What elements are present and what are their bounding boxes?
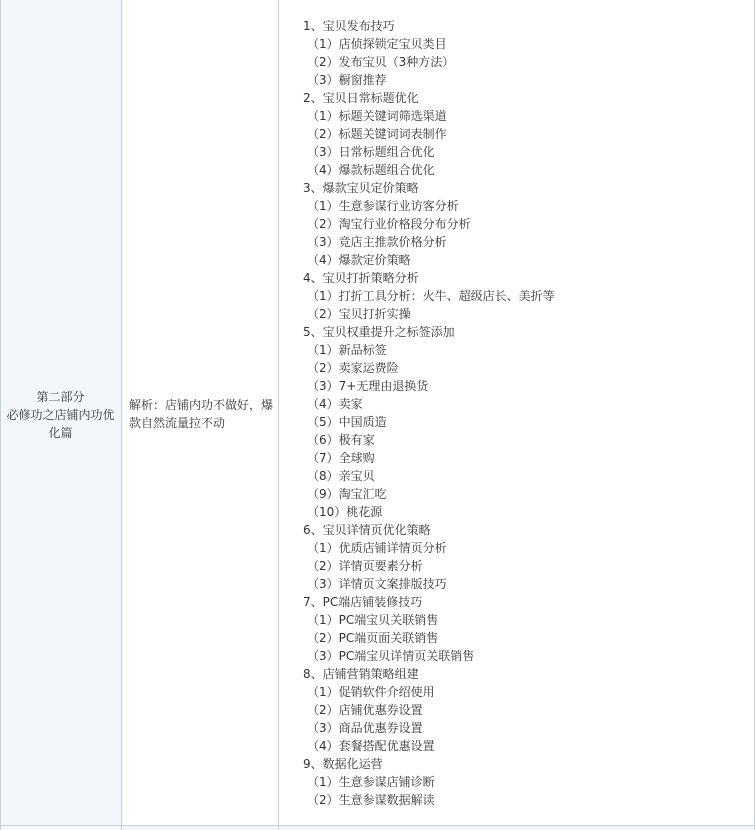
- outline-subitem: （7）全球购: [307, 451, 375, 465]
- outline-subitem: （2）淘宝行业价格段分布分析: [307, 217, 471, 231]
- outline-section: 8、店铺营销策略组建: [303, 667, 419, 681]
- outline-subitem: （6）极有家: [307, 433, 375, 447]
- part-title-line2: 必修功之店铺内功优化篇: [6, 408, 115, 440]
- outline-section: 2、宝贝日常标题优化: [303, 91, 419, 105]
- column-divider-2: [278, 0, 279, 830]
- outline-subitem: （1）促销软件介绍使用: [307, 685, 435, 699]
- outline-subitem: （4）爆款标题组合优化: [307, 163, 435, 177]
- outline-section: 1、宝贝发布技巧: [303, 19, 395, 33]
- outline-subitem: （4）卖家: [307, 397, 363, 411]
- outline-subitem: （2）卖家运费险: [307, 361, 399, 375]
- outline-subitem: （2）发布宝贝（3种方法）: [307, 55, 455, 69]
- outline-subitem: （1）标题关键词筛选渠道: [307, 109, 447, 123]
- row-divider: [0, 825, 755, 826]
- analysis-cell: 解析：店铺内功不做好，爆款自然流量拉不动: [129, 398, 274, 430]
- next-row-strip: [0, 826, 755, 830]
- outline-subitem: （3）详情页文案排版技巧: [307, 577, 447, 591]
- outline-subitem: （1）生意参谋店铺诊断: [307, 775, 435, 789]
- table-border-left: [0, 0, 1, 830]
- outline-section: 4、宝贝打折策略分析: [303, 271, 419, 285]
- outline-subitem: （9）淘宝汇吃: [307, 487, 387, 501]
- outline-subitem: （3）橱窗推荐: [307, 73, 387, 87]
- outline-subitem: （1）新品标签: [307, 343, 387, 357]
- outline-section: 6、宝贝详情页优化策略: [303, 523, 431, 537]
- outline-subitem: （1）打折工具分析：火牛、超级店长、美折等: [307, 289, 555, 303]
- outline-subitem: （1）优质店铺详情页分析: [307, 541, 447, 555]
- outline-section: 5、宝贝权重提升之标签添加: [303, 325, 455, 339]
- outline-subitem: （3）竞店主推款价格分析: [307, 235, 447, 249]
- outline-subitem: （5）中国质造: [307, 415, 387, 429]
- outline-subitem: （2）详情页要素分析: [307, 559, 423, 573]
- outline-subitem: （1）生意参谋行业访客分析: [307, 199, 459, 213]
- outline-subitem: （1）店侦探锁定宝贝类目: [307, 37, 447, 51]
- outline-subitem: （3）商品优惠券设置: [307, 721, 423, 735]
- outline-subitem: （3）7+无理由退换货: [307, 379, 429, 393]
- outline-subitem: （3）PC端宝贝详情页关联销售: [307, 649, 475, 663]
- outline-section: 9、数据化运营: [303, 757, 383, 771]
- part-title-cell: [4, 388, 117, 442]
- outline-subitem: （4）爆款定价策略: [307, 253, 411, 267]
- outline-subitem: （1）PC端宝贝关联销售: [307, 613, 439, 627]
- outline-section: 7、PC端店铺装修技巧: [303, 595, 423, 609]
- outline-subitem: （2）生意参谋数据解读: [307, 793, 435, 807]
- outline-subitem: （8）亲宝贝: [307, 469, 375, 483]
- outline-subitem: （10）桃花源: [307, 505, 383, 519]
- outline-subitem: （2）宝贝打折实操: [307, 307, 411, 321]
- part-title-line1: 第二部分: [36, 390, 85, 404]
- column-divider-1: [121, 0, 122, 830]
- outline-section: 3、爆款宝贝定价策略: [303, 181, 419, 195]
- outline-subitem: （2）店铺优惠券设置: [307, 703, 423, 717]
- outline-subitem: （3）日常标题组合优化: [307, 145, 435, 159]
- outline-subitem: （2）标题关键词词表制作: [307, 127, 447, 141]
- outline-subitem: （4）套餐搭配优惠设置: [307, 739, 435, 753]
- outline-subitem: （2）PC端页面关联销售: [307, 631, 439, 645]
- course-outline-list: [303, 17, 555, 809]
